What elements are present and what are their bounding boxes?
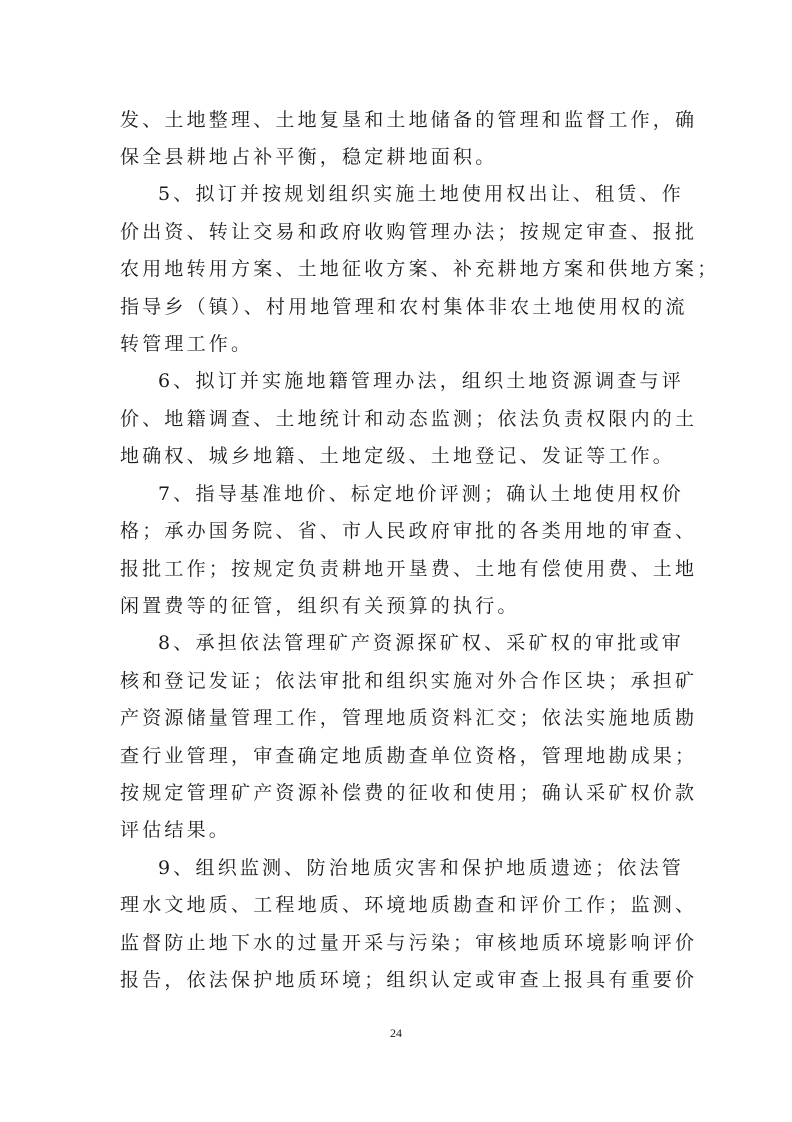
text-line: 格；承办国务院、省、市人民政府审批的各类用地的审查、 (120, 520, 698, 542)
text-line: 产资源储量管理工作，管理地质资料汇交；依法实施地质勘 (120, 707, 698, 729)
text-line: 价、地籍调查、土地统计和动态监测；依法负责权限内的土 (120, 408, 698, 430)
text-line: 闲置费等的征管，组织有关预算的执行。 (120, 595, 520, 617)
paragraph-6-start: 6、拟订并实施地籍管理办法，组织土地资源调查与评 (158, 370, 684, 392)
page-number: 24 (390, 1026, 402, 1040)
text-line: 地确权、城乡地籍、土地定级、土地登记、发证等工作。 (120, 445, 676, 467)
paragraph-9-start: 9、组织监测、防治地质灾害和保护地质遗迹；依法管 (158, 857, 684, 879)
text-line: 保全县耕地占补平衡，稳定耕地面积。 (120, 146, 498, 168)
text-line: 按规定管理矿产资源补偿费的征收和使用；确认采矿权价款 (120, 782, 698, 804)
text-line: 转管理工作。 (120, 333, 254, 355)
text-line: 评估结果。 (120, 819, 232, 841)
text-line: 查行业管理，审查确定地质勘查单位资格，管理地勘成果； (120, 745, 698, 767)
paragraph-7-start: 7、指导基准地价、标定地价评测；确认土地使用权价 (158, 483, 684, 505)
text-line: 指导乡（镇）、村用地管理和农村集体非农土地使用权的流 (120, 296, 688, 318)
text-line: 报批工作；按规定负责耕地开垦费、土地有偿使用费、土地 (120, 558, 698, 580)
text-line: 报告，依法保护地质环境；组织认定或审查上报具有重要价 (120, 969, 698, 991)
paragraph-8-start: 8、承担依法管理矿产资源探矿权、采矿权的审批或审 (158, 632, 684, 654)
text-line: 核和登记发证；依法审批和组织实施对外合作区块；承担矿 (120, 670, 698, 692)
text-line: 发、土地整理、土地复垦和土地储备的管理和监督工作，确 (120, 109, 698, 131)
paragraph-5-start: 5、拟订并按规划组织实施土地使用权出让、租赁、作 (158, 183, 684, 205)
text-line: 监督防止地下水的过量开采与污染；审核地质环境影响评价 (120, 932, 698, 954)
text-line: 理水文地质、工程地质、环境地质勘查和评价工作；监测、 (120, 894, 698, 916)
text-line: 价出资、转让交易和政府收购管理办法；按规定审查、报批 (120, 221, 698, 243)
text-line: 农用地转用方案、土地征收方案、补充耕地方案和供地方案； (120, 258, 720, 280)
